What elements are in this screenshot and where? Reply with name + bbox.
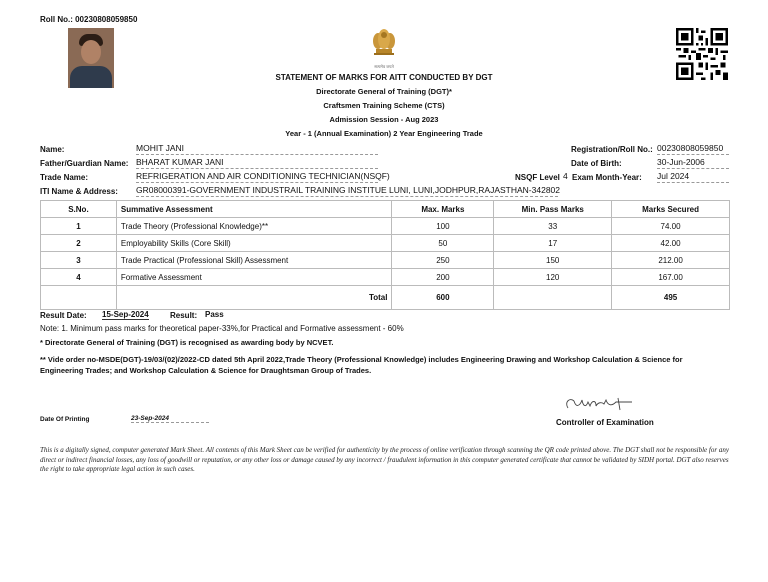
col-sno: S.No. [41,201,117,218]
iti-label: ITI Name & Address: [40,187,118,196]
cell-assessment: Trade Theory (Professional Knowledge)** [116,218,392,235]
dob-label: Date of Birth: [571,159,622,168]
registration-label: Registration/Roll No.: [571,145,653,154]
table-header-row [41,201,730,218]
col-max-marks: Max. Marks [392,201,494,218]
cell-assessment: Formative Assessment [116,269,392,286]
cell-empty [41,286,117,310]
registration-number: 00230808059850 [657,143,729,155]
statement-title: STATEMENT OF MARKS FOR AITT CONDUCTED BY DGT [275,73,493,82]
cell-min: 33 [494,218,612,235]
cell-assessment: Trade Practical (Professional Skill) Assessment [116,252,392,269]
result-date-label: Result Date: [40,311,87,320]
table-row [41,252,730,269]
note-ncvet: * Directorate General of Training (DGT) is recognised as awarding body by NCVET. [40,338,334,347]
cell-max: 100 [392,218,494,235]
cell-secured: 167.00 [612,269,730,286]
header-session: Admission Session - Aug 2023 [329,115,439,124]
nsqf-level: 4 [563,171,568,181]
cell-empty [494,286,612,310]
disclaimer: This is a digitally signed, computer generated Mark Sheet. All contents of this Mark Sheet can be verified for authenticity by the process of online verification through scanning the QR code printed above. The DGT shall not be responsible for any direct or indirect financial losses, any loss of goodwill or reputation, or any other loss or damage caused by any incorrect / fraudulent information in this computer generated certificate that cannot be validated by SIDH portal. DGT also reserves the right to take appropriate legal action in such cases. [40,446,729,473]
total-max-marks: 600 [392,286,494,310]
header-year: Year - 1 (Annual Examination) 2 Year Engineering Trade [285,129,483,138]
total-row [41,286,730,310]
cell-sno: 1 [41,218,117,235]
printing-label: Date Of Printing [40,416,90,423]
cell-sno: 4 [41,269,117,286]
controller-of-examination: Controller of Examination [556,418,654,427]
result-value: Pass [205,310,224,319]
national-emblem-icon [369,27,399,63]
cell-min: 120 [494,269,612,286]
cell-min: 17 [494,235,612,252]
exam-label: Exam Month-Year: [572,173,642,182]
nsqf-label: NSQF Level [515,173,560,182]
trade-name: REFRIGERATION AND AIR CONDITIONING TECHNICIAN(NSQF) [136,171,390,181]
name-label: Name: [40,145,65,154]
printing-date: 23-Sep-2024 [131,415,209,423]
cell-secured: 42.00 [612,235,730,252]
note-vide-order: ** Vide order no-MSDE(DGT)-19/03/(02)/2022-CD dated 5th April 2022,Trade Theory (Professional Knowledge) includes Engineering Drawing and Workshop Calculation & Science for Engineering Trades; and Workshop Calculation & Science for Draughtsman Group of Trades. [40,355,683,375]
cell-assessment: Employability Skills (Core Skill) [116,235,392,252]
cell-max: 50 [392,235,494,252]
emblem-caption: सत्यमेव जयते [374,64,394,69]
result-label: Result: [170,311,198,320]
cell-max: 250 [392,252,494,269]
table-row [41,218,730,235]
cell-max: 200 [392,269,494,286]
trade-label: Trade Name: [40,173,89,182]
cell-secured: 74.00 [612,218,730,235]
controller-signature [562,394,642,414]
col-assessment: Summative Assessment [116,201,392,218]
cell-secured: 212.00 [612,252,730,269]
exam-month-year: Jul 2024 [657,171,729,183]
cell-min: 150 [494,252,612,269]
col-min-pass: Min. Pass Marks [494,201,612,218]
father-name: BHARAT KUMAR JANI [136,157,378,169]
header-dgt: Directorate General of Training (DGT)* [316,87,452,96]
result-date: 15-Sep-2024 [102,310,149,319]
father-label: Father/Guardian Name: [40,159,129,168]
cell-sno: 3 [41,252,117,269]
col-secured: Marks Secured [612,201,730,218]
table-row [41,269,730,286]
total-marks-secured: 495 [612,286,730,310]
roll-number-header: Roll No.: 00230808059850 [40,15,138,24]
candidate-name: MOHIT JANI [136,143,378,155]
table-row [41,235,730,252]
header-cts: Craftsmen Training Scheme (CTS) [323,101,445,110]
iti-name: GR08000391-GOVERNMENT INDUSTRAIL TRAINING INSTITUE LUNI, LUNI,JODHPUR,RAJASTHAN-342802 [136,185,561,195]
date-of-birth: 30-Jun-2006 [657,157,729,169]
marks-table [40,200,730,310]
cell-sno: 2 [41,235,117,252]
note-pass-marks: Note: 1. Minimum pass marks for theoretical paper-33%,for Practical and Formative assessment - 60% [40,324,404,333]
total-label: Total [116,286,392,310]
